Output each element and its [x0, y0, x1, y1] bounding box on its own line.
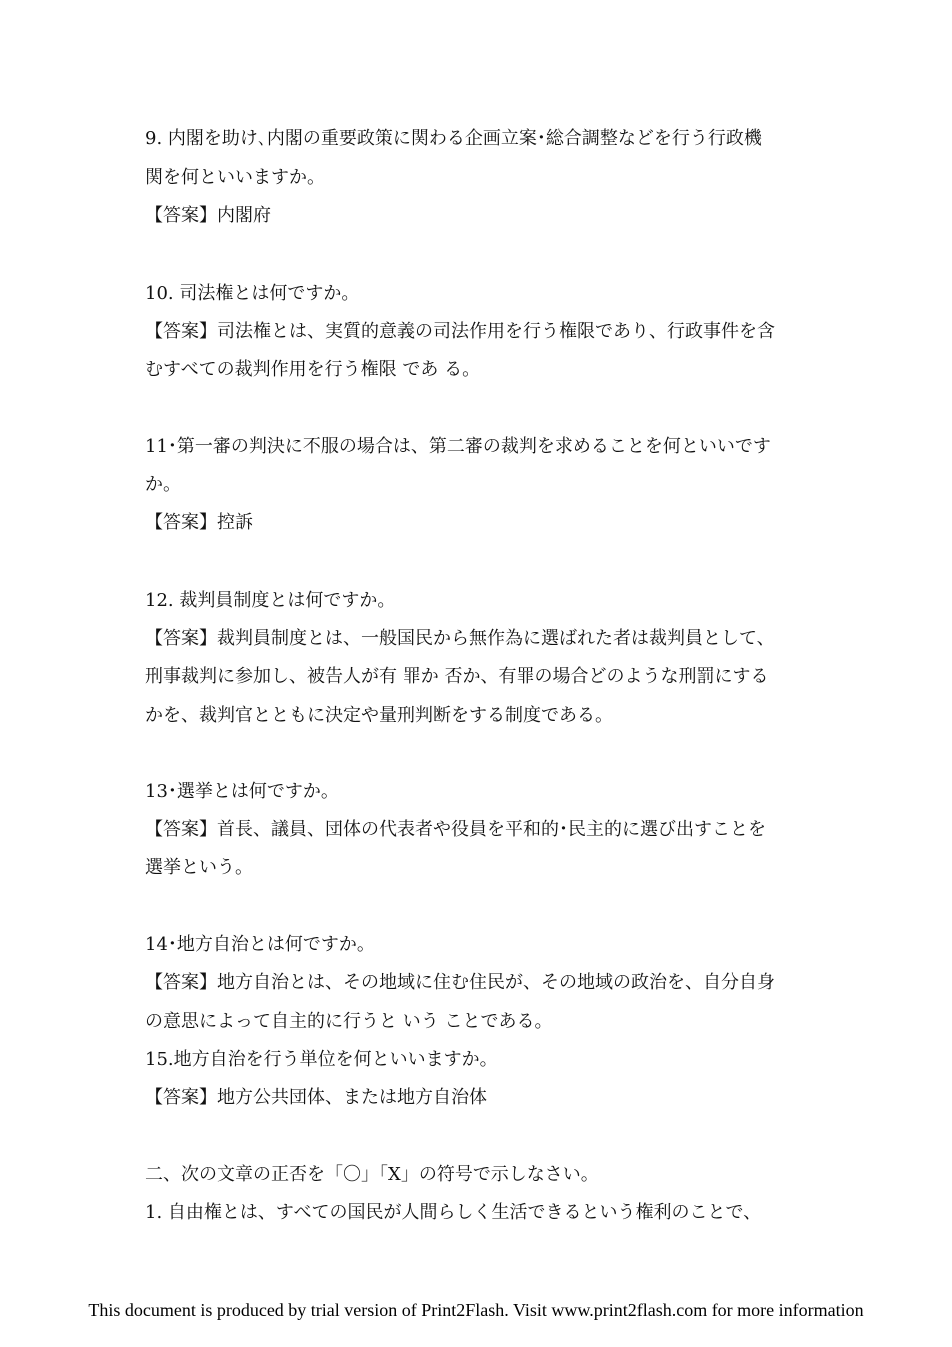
- answer-11: 【答案】控訴: [145, 512, 253, 533]
- question-13: 13･選挙とは何ですか｡: [145, 781, 330, 802]
- answer-13-line-2: 選挙という｡: [145, 857, 244, 878]
- answer-15: 【答案】地方公共団体、または地方自治体: [145, 1087, 487, 1108]
- answer-13-line-1: 【答案】首長、議員、団体の代表者や役員を平和的･民主的に選び出すことを: [145, 819, 766, 840]
- question-15: 15.地方自治を行う単位を何といいますか｡: [145, 1049, 489, 1070]
- answer-14-line-1: 【答案】地方自治とは、その地域に住む住民が、その地域の政治を、自分自身: [145, 972, 775, 993]
- question-9-line-1: 9. 内閣を助け､内閣の重要政策に関わる企画立案･総合調整などを行う行政機: [145, 128, 762, 149]
- answer-12-line-2: 刑事裁判に参加し、被告人が有 罪か 否か、有罪の場合どのような刑罰にする: [145, 666, 769, 687]
- answer-9: 【答案】内閣府: [145, 205, 271, 226]
- question-11-line-1: 11･第一審の判決に不服の場合は、第二審の裁判を求めることを何といいです: [145, 436, 771, 457]
- section-2-item-1: 1. 自由権とは、すべての国民が人間らしく生活できるという権利のことで、: [145, 1202, 762, 1223]
- answer-10-line-2: むすべての裁判作用を行う権限 であ る｡: [145, 359, 472, 380]
- question-11-line-2: か｡: [145, 474, 172, 495]
- answer-10-line-1: 【答案】司法権とは、実質的意義の司法作用を行う権限であり、行政事件を含: [145, 321, 775, 342]
- question-10: 10. 司法権とは何ですか｡: [145, 283, 351, 304]
- trial-watermark-footer: This document is produced by trial version of Print2Flash. Visit www.print2flash.com for more information: [88, 1300, 864, 1320]
- answer-12-line-1: 【答案】裁判員制度とは、一般国民から無作為に選ばれた者は裁判員として、: [145, 628, 775, 649]
- question-9-line-2: 関を何といいますか｡: [145, 167, 316, 188]
- answer-14-line-2: の意思によって自主的に行うと いう ことである｡: [145, 1011, 544, 1032]
- question-12: 12. 裁判員制度とは何ですか｡: [145, 590, 387, 611]
- answer-12-line-3: かを、裁判官とともに決定や量刑判断をする制度である｡: [145, 705, 604, 726]
- section-2-heading: 二、次の文章の正否を「〇」「X」の符号で示しなさい｡: [145, 1164, 590, 1185]
- question-14: 14･地方自治とは何ですか｡: [145, 934, 366, 955]
